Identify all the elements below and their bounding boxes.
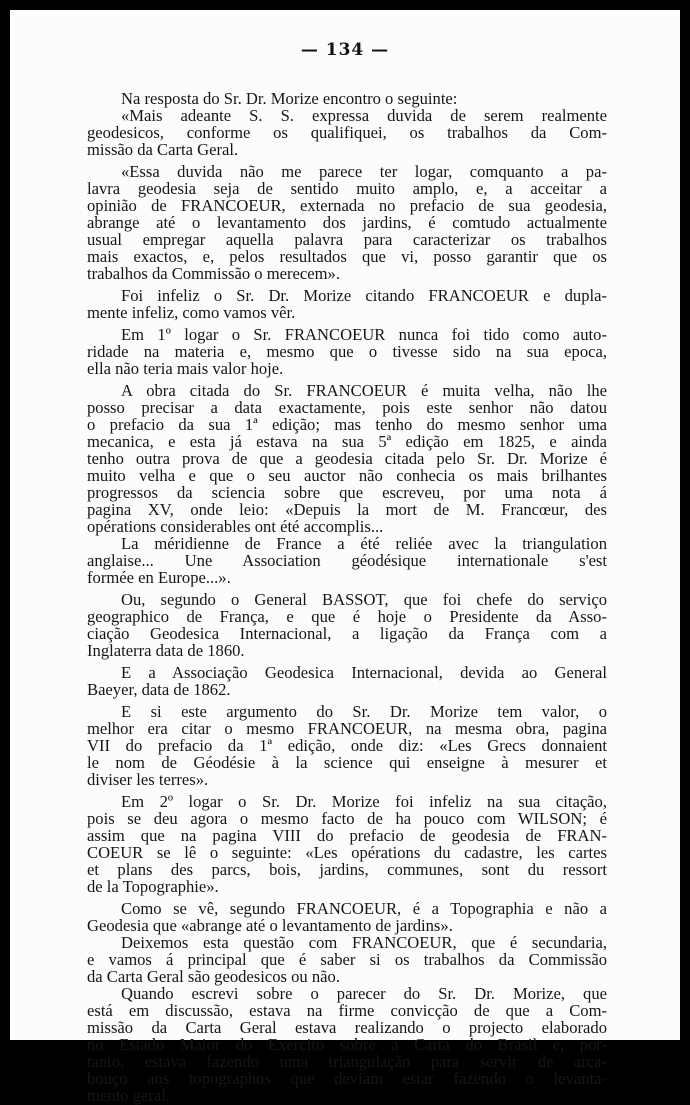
text-line: tanto, estava fazendo uma triangulação para servir de arca- bbox=[87, 1052, 607, 1071]
text-line: et plans des parcs, bois, jardins, communes, sont du ressort bbox=[87, 860, 607, 879]
text-line: lavra geodesia seja de sentido muito amplo, e, a acceitar a bbox=[87, 179, 607, 198]
text-line: Inglaterra data de 1860. bbox=[87, 641, 245, 660]
text-line: usual empregar aquella palavra para caracterizar os trabalhos bbox=[87, 230, 607, 249]
text-line: A obra citada do Sr. FRANCOEUR é muita velha, não lhe bbox=[121, 381, 607, 400]
text-line: ciação Geodesica Internacional, a ligação da França com a bbox=[87, 624, 607, 643]
text-line: assim que na pagina VIII do prefacio de geodesia de FRAN- bbox=[87, 826, 607, 845]
text-line: Na resposta do Sr. Dr. Morize encontro o seguinte: bbox=[121, 89, 458, 108]
text-line: trabalhos da Commissão o merecem». bbox=[87, 264, 340, 283]
text-line: de la Topographie». bbox=[87, 877, 219, 896]
text-line: está em discussão, estava na firme convicção de que a Com- bbox=[87, 1001, 607, 1020]
text-line: missão da Carta Geral estava realizando o projecto elaborado bbox=[87, 1018, 607, 1037]
text-line: COEUR se lê o seguinte: «Les opérations du cadastre, les cartes bbox=[87, 843, 607, 862]
page-number: — 134 — bbox=[300, 40, 390, 60]
text-line: anglaise... Une Association géodésique internationale s'est bbox=[87, 551, 607, 570]
text-line: VII do prefacio da 1ª edição, onde diz: «Les Grecs donnaient bbox=[87, 736, 607, 755]
text-line: diviser les terres». bbox=[87, 770, 209, 789]
text-line: le nom de Géodésie à la science qui enseigne à mesurer et bbox=[87, 753, 607, 772]
text-line: bouço aos topographos que deviam estar fazendo o levanta- bbox=[87, 1069, 607, 1088]
text-line: pagina XV, onde leio: «Depuis la mort de M. Francœur, des bbox=[87, 500, 607, 519]
text-line: Geodesia que «abrange até o levantamento de jardins». bbox=[87, 916, 453, 935]
text-line: mento geral. bbox=[87, 1086, 170, 1105]
text-line: tenho outra prova de que a geodesia citada pelo Sr. Dr. Morize é bbox=[87, 449, 607, 468]
text-line: no Estado Maior do Exercito sobre a Carta do Brasil e, por- bbox=[87, 1035, 607, 1054]
text-line: posso precisar a data exactamente, pois este senhor não datou bbox=[87, 398, 607, 417]
text-line: Baeyer, data de 1862. bbox=[87, 680, 231, 699]
text-line: opérations considerables ont été accomplis... bbox=[87, 517, 384, 536]
text-line: missão da Carta Geral. bbox=[87, 140, 239, 159]
text-line: Deixemos esta questão com FRANCOEUR, que é secundaria, bbox=[121, 933, 607, 952]
text-line: formée en Europe...». bbox=[87, 568, 231, 587]
text-line: Em 2º logar o Sr. Dr. Morize foi infeliz na sua citação, bbox=[121, 792, 607, 811]
document-page bbox=[10, 10, 680, 1105]
text-line: pois se deu agora o mesmo facto de ha pouco com WILSON; é bbox=[87, 809, 607, 828]
text-line: opinião de FRANCOEUR, externada no prefacio de sua geodesia, bbox=[87, 196, 607, 215]
text-line: mente infeliz, como vamos vêr. bbox=[87, 303, 296, 322]
text-line: «Mais adeante S. S. expressa duvida de serem realmente bbox=[121, 106, 607, 125]
text-line: Ou, segundo o General BASSOT, que foi chefe do serviço bbox=[121, 590, 607, 609]
text-line: Como se vê, segundo FRANCOEUR, é a Topographia e não a bbox=[121, 899, 607, 918]
text-line: La méridienne de France a été reliée avec la triangulation bbox=[121, 534, 607, 553]
text-line: ella não teria mais valor hoje. bbox=[87, 359, 284, 378]
text-line: melhor era citar o mesmo FRANCOEUR, na mesma obra, pagina bbox=[87, 719, 607, 738]
text-line: abrange até o levantamento dos jardins, é comtudo actualmente bbox=[87, 213, 607, 232]
text-line: «Essa duvida não me parece ter logar, comquanto a pa- bbox=[121, 162, 607, 181]
text-line: geographico de França, e que é hoje o Presidente da Asso- bbox=[87, 607, 607, 626]
text-line: mais exactos, e, pelos resultados que vi, posso garantir que os bbox=[87, 247, 607, 266]
text-line: o prefacio da sua 1ª edição; mas tenho do mesmo senhor uma bbox=[87, 415, 607, 434]
text-line: E si este argumento do Sr. Dr. Morize tem valor, o bbox=[121, 702, 607, 721]
text-line: e vamos á principal que é saber si os trabalhos da Commissão bbox=[87, 950, 607, 969]
text-line: muito velha e que o seu auctor não conhecia os mais brilhantes bbox=[87, 466, 607, 485]
text-line: Foi infeliz o Sr. Dr. Morize citando FRANCOEUR e dupla- bbox=[121, 286, 607, 305]
body-text bbox=[87, 90, 607, 1104]
text-line: Em 1º logar o Sr. FRANCOEUR nunca foi tido como auto- bbox=[121, 325, 607, 344]
text-line: geodesicos, conforme os qualifiquei, os trabalhos da Com- bbox=[87, 123, 607, 142]
text-line: progressos da sciencia sobre que escreveu, por uma nota á bbox=[87, 483, 607, 502]
text-line: da Carta Geral são geodesicos ou não. bbox=[87, 967, 340, 986]
text-line: ridade na materia e, mesmo que o tivesse sido na sua epoca, bbox=[87, 342, 607, 361]
text-line: mecanica, e esta já estava na sua 5ª edição em 1825, e ainda bbox=[87, 432, 607, 451]
text-line: Quando escrevi sobre o parecer do Sr. Dr. Morize, que bbox=[121, 984, 607, 1003]
text-line: E a Associação Geodesica Internacional, devida ao General bbox=[121, 663, 607, 682]
